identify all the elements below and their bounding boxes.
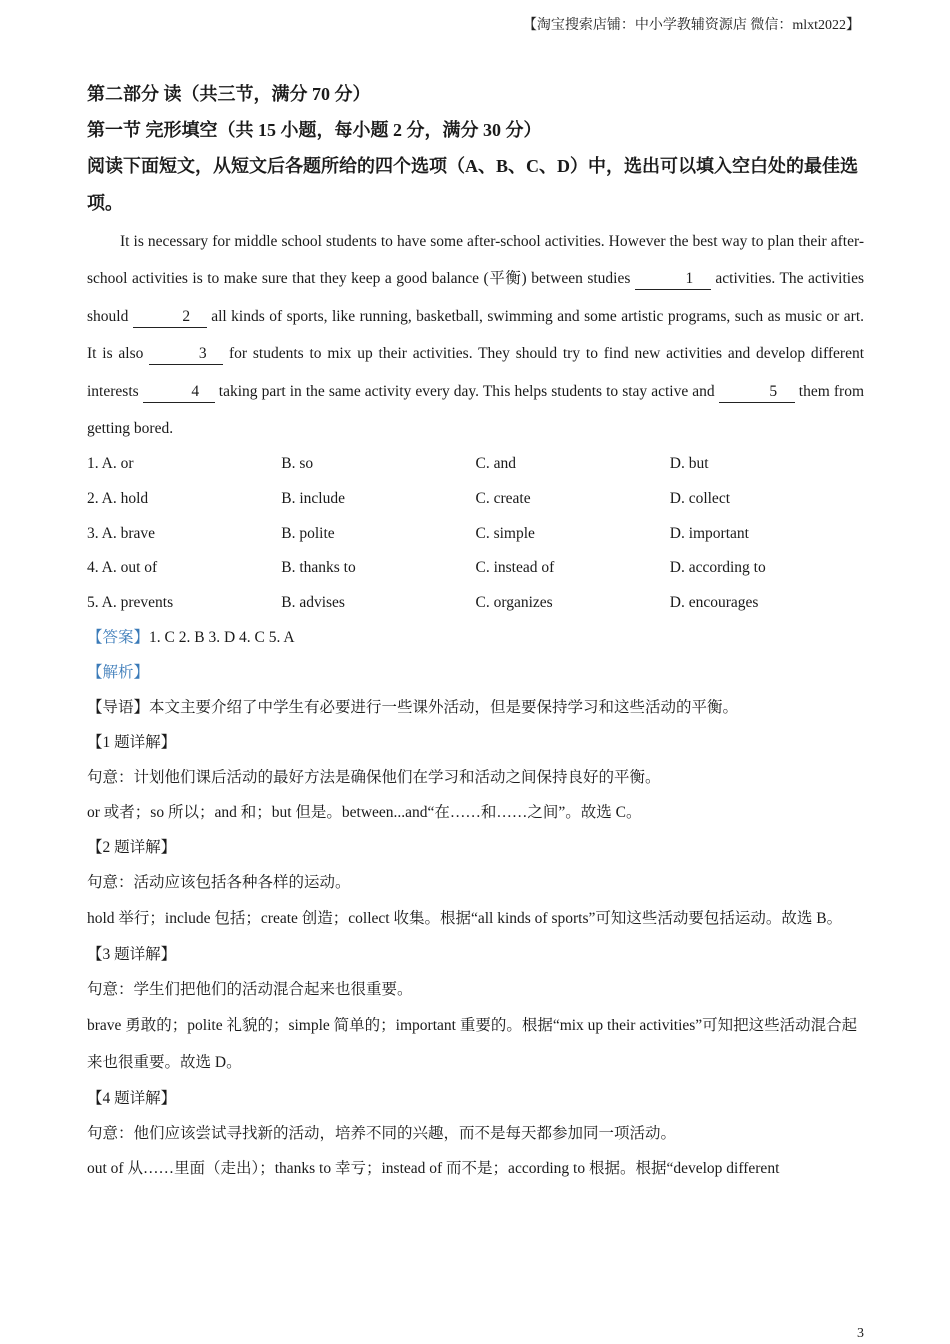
- q4-detail: out of 从……里面（走出）；thanks to 幸亏；instead of 而不是；according to 根据。根据“develop different: [87, 1160, 780, 1178]
- answer-text: 1. C 2. B 3. D 4. C 5. A: [149, 629, 295, 647]
- option: B. advises: [281, 593, 345, 611]
- option-row: [87, 447, 864, 482]
- option: D. encourages: [669, 593, 759, 611]
- option: 3. A. brave: [87, 524, 156, 542]
- option: B. so: [281, 455, 314, 473]
- part-title: 第二部分 读（共三节，满分 70 分）: [87, 84, 371, 104]
- passage-text: It is necessary for middle school students to have some after-school activities. However the best way to plan their after-school activities is to make sure that they keep a good balance (平衡) between studies: [87, 233, 864, 288]
- option-row: [87, 517, 864, 552]
- q4-title: 【4 题详解】: [87, 1090, 177, 1108]
- q4-meaning: 句意：他们应该尝试寻找新的活动，培养不同的兴趣，而不是每天都参加同一项活动。: [87, 1125, 677, 1143]
- option: D. important: [669, 524, 749, 542]
- blank-4: 4: [143, 382, 215, 403]
- option: C. create: [475, 490, 531, 508]
- options-list: [87, 447, 864, 620]
- passage-text: them from getting bored.: [87, 382, 864, 438]
- option: C. instead of: [475, 559, 555, 577]
- option: B. include: [281, 490, 345, 508]
- option: B. polite: [281, 524, 335, 542]
- blank-2: 2: [133, 307, 207, 328]
- instruction: 阅读下面短文，从短文后各题所给的四个选项（A、B、C、D）中，选出可以填入空白处的最佳选项。: [87, 156, 858, 213]
- option: D. but: [669, 455, 709, 473]
- option: 4. A. out of: [87, 559, 158, 577]
- passage-text: for students to mix up their activities. They should try to find new activities and develop different interests: [87, 345, 865, 400]
- q3-detail: brave 勇敢的；polite 礼貌的；simple 简单的；important 重要的。根据“mix up their activities”可知把这些活动混合起来也很重要。故选 D。: [87, 1017, 858, 1072]
- blank-1: 1: [635, 269, 711, 290]
- option: B. thanks to: [281, 559, 356, 577]
- guide-text: 【导语】本文主要介绍了中学生有必要进行一些课外活动，但是要保持学习和这些活动的平衡。: [87, 699, 739, 717]
- q2-meaning: 句意：活动应该包括各种各样的运动。: [87, 874, 351, 892]
- option: C. and: [475, 455, 516, 473]
- blank-5: 5: [719, 382, 795, 403]
- page-header: 【淘宝搜索店铺：中小学教辅资源店 微信：mlxt2022】: [522, 18, 860, 33]
- analysis-label: 【解析】: [87, 664, 150, 682]
- option: D. according to: [669, 559, 766, 577]
- option: C. simple: [475, 524, 535, 542]
- option-row: [87, 482, 864, 517]
- section-title: 第一节 完形填空（共 15 小题，每小题 2 分，满分 30 分）: [87, 120, 542, 140]
- q3-title: 【3 题详解】: [87, 946, 177, 964]
- q1-title: 【1 题详解】: [87, 734, 177, 752]
- q2-title: 【2 题详解】: [87, 839, 177, 857]
- answer-line: [87, 620, 864, 655]
- q1-meaning: 句意：计划他们课后活动的最好方法是确保他们在学习和活动之间保持良好的平衡。: [87, 769, 661, 787]
- q2-detail: hold 举行；include 包括；create 创造；collect 收集。根据“all kinds of sports”可知这些活动要包括运动。故选 B。: [87, 910, 843, 928]
- document-body: [87, 76, 864, 1186]
- option: 2. A. hold: [87, 490, 149, 508]
- q1-detail: or 或者；so 所以；and 和；but 但是。between...and“在……和……之间”。故选 C。: [87, 804, 642, 822]
- option: D. collect: [669, 490, 731, 508]
- option: 1. A. or: [87, 455, 134, 473]
- page-number: 3: [857, 1326, 864, 1341]
- option: 5. A. prevents: [87, 593, 174, 611]
- option: C. organizes: [475, 593, 553, 611]
- answer-label: 【答案】: [87, 629, 150, 647]
- cloze-passage: [87, 223, 864, 447]
- option-row: [87, 551, 864, 586]
- passage-text: taking part in the same activity every day. This helps students to stay active and: [214, 382, 719, 400]
- q3-meaning: 句意：学生们把他们的活动混合起来也很重要。: [87, 981, 413, 999]
- passage-text: activities. The activities should: [87, 270, 864, 325]
- passage-text: all kinds of sports, like running, basketball, swimming and some artistic programs, such as music or art. It is also: [87, 307, 865, 363]
- option-row: [87, 586, 864, 621]
- blank-3: 3: [149, 344, 223, 365]
